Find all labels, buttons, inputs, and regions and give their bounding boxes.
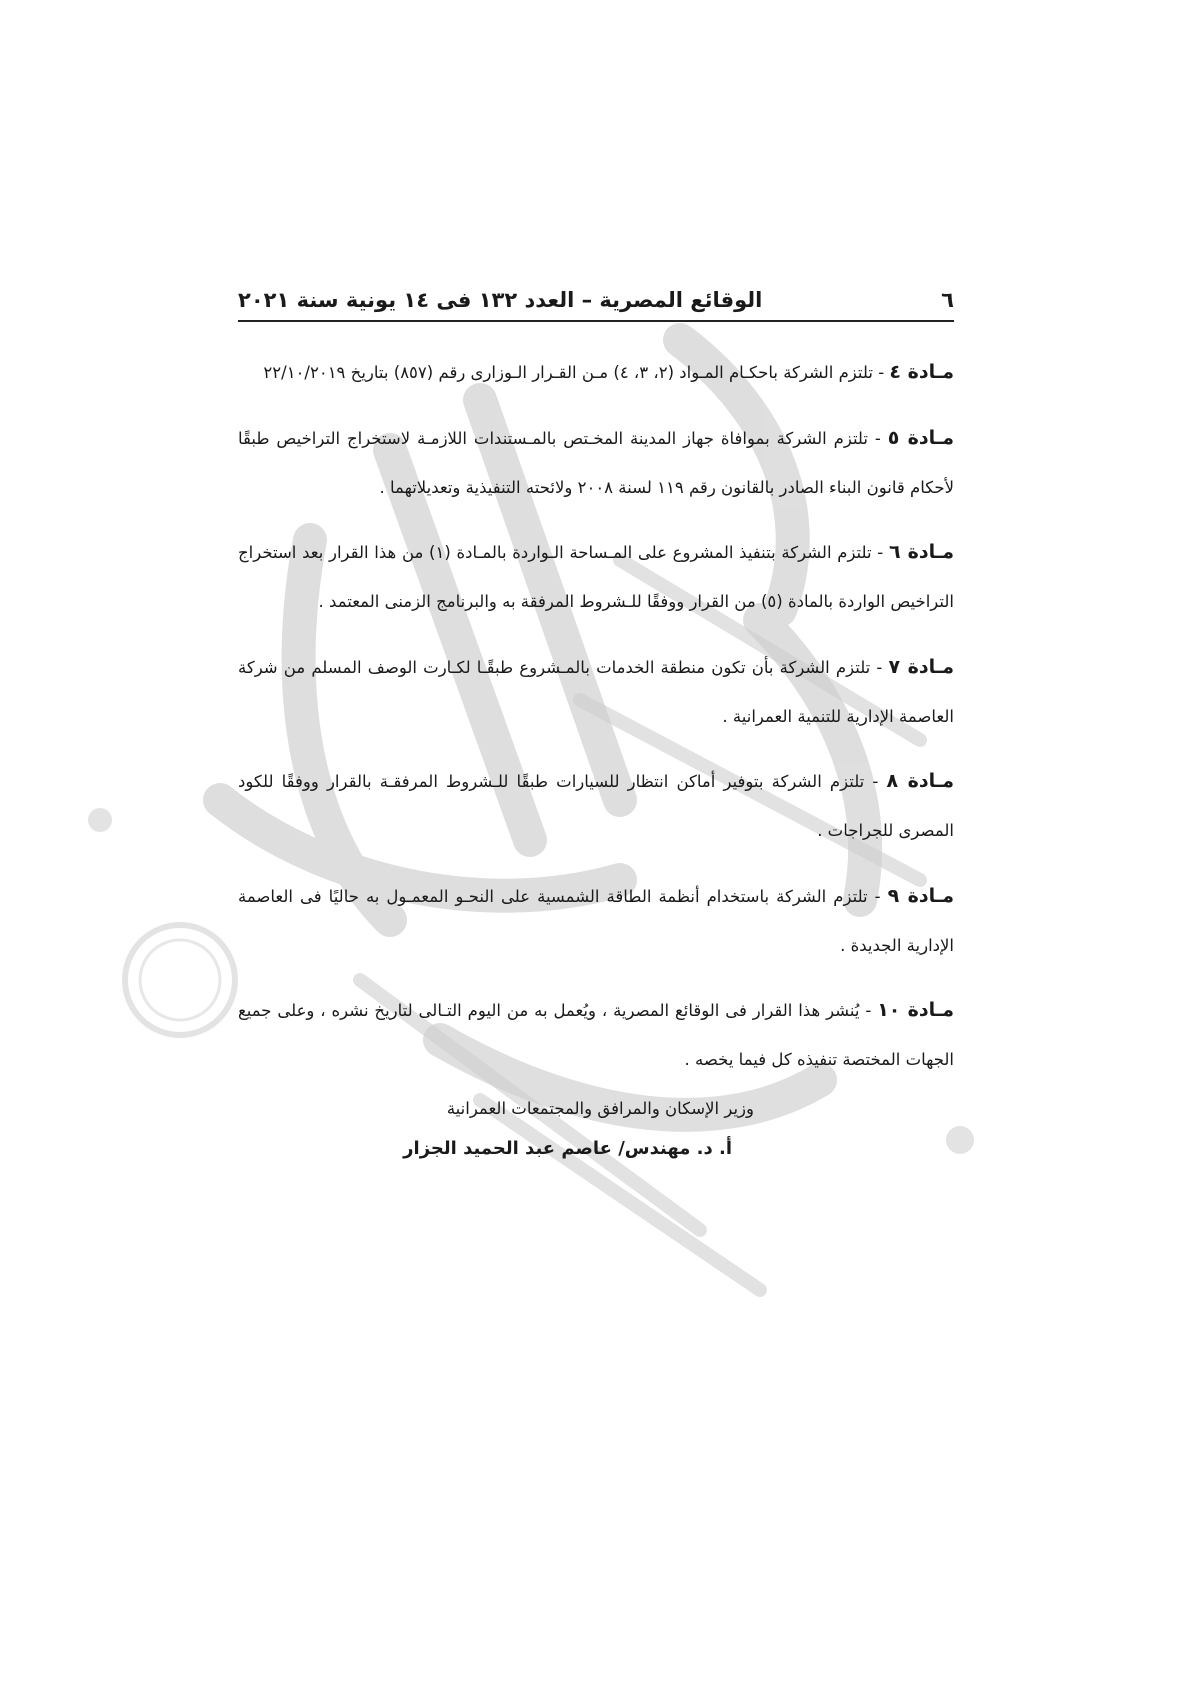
signatory-title: وزير الإسكان والمرافق والمجتمعات العمرانية [446, 1099, 754, 1118]
article-9 [238, 872, 954, 970]
article-5 [238, 414, 954, 512]
page-header [238, 272, 954, 312]
article-text: - يُنشر هذا القرار فى الوقائع المصرية ، ويُعمل به من اليوم التـالى لتاريخ نشره ، وعلى جميع الجهات المختصة تنفيذه كل فيما يخصه . [238, 1001, 954, 1069]
article-text: - تلتزم الشركة بموافاة جهاز المدينة المخـتص بالمـستندات اللازمـة لاستخراج التراخيص طبقًا لأحكام قانون البناء الصادر بالقانون رقم ١١٩ لسنة ٢٠٠٨ ولائحته التنفيذية وتعديلاتهما . [238, 428, 954, 497]
article-label: مـادة ١٠ [877, 999, 954, 1021]
article-label: مـادة ٩ [887, 884, 954, 907]
article-6 [238, 528, 954, 626]
article-text: - تلتزم الشركة باستخدام أنظمة الطاقة الشمسية على النحـو المعمـول به حاليًا فى العاصمة الإدارية الجديدة . [238, 886, 954, 955]
article-4 [238, 348, 954, 397]
article-7 [238, 643, 954, 741]
article-label: مـادة ٦ [888, 541, 954, 563]
gazette-header-title: الوقائع المصرية – العدد ١٣٢ فى ١٤ يونية سنة ٢٠٢١ [238, 288, 763, 312]
article-text: - تلتزم الشركة بتوفير أماكن انتظار للسيارات طبقًا للـشروط المرفقـة بالقرار ووفقًا للكود المصرى للجراجات . [238, 772, 954, 840]
article-8 [238, 757, 954, 855]
header-divider [238, 320, 954, 322]
signature-block [238, 1088, 954, 1168]
article-label: مـادة ٤ [889, 361, 954, 383]
signatory-name: أ. د. مهندس/ عاصم عبد الحميد الجزار [403, 1138, 732, 1159]
article-text: - تلتزم الشركة بأن تكون منطقة الخدمات بالمـشروع طبقًـا لكـارت الوصف المسلم من شركة العاصمة الإدارية للتنمية العمرانية . [238, 657, 954, 726]
page-number: ٦ [941, 288, 954, 312]
article-label: مـادة ٨ [886, 770, 954, 792]
article-label: مـادة ٥ [887, 426, 954, 449]
article-text: - تلتزم الشركة بتنفيذ المشروع على المـساحة الـواردة بالمـادة (١) من هذا القرار بعد استخراج التراخيص الواردة بالمادة (٥) من القرار ووفقًا للـشروط المرفقة به والبرنامج الزمنى المعتمد . [238, 543, 954, 611]
article-10 [238, 986, 954, 1084]
document-page [238, 272, 954, 1168]
articles [238, 348, 954, 1084]
article-label: مـادة ٧ [888, 655, 954, 678]
article-text: - تلتزم الشركة باحكـام المـواد (٢، ٣، ٤) مـن القـرار الـوزارى رقم (٨٥٧) بتاريخ ٢٢/١٠/٢٠١٩ [263, 363, 890, 382]
